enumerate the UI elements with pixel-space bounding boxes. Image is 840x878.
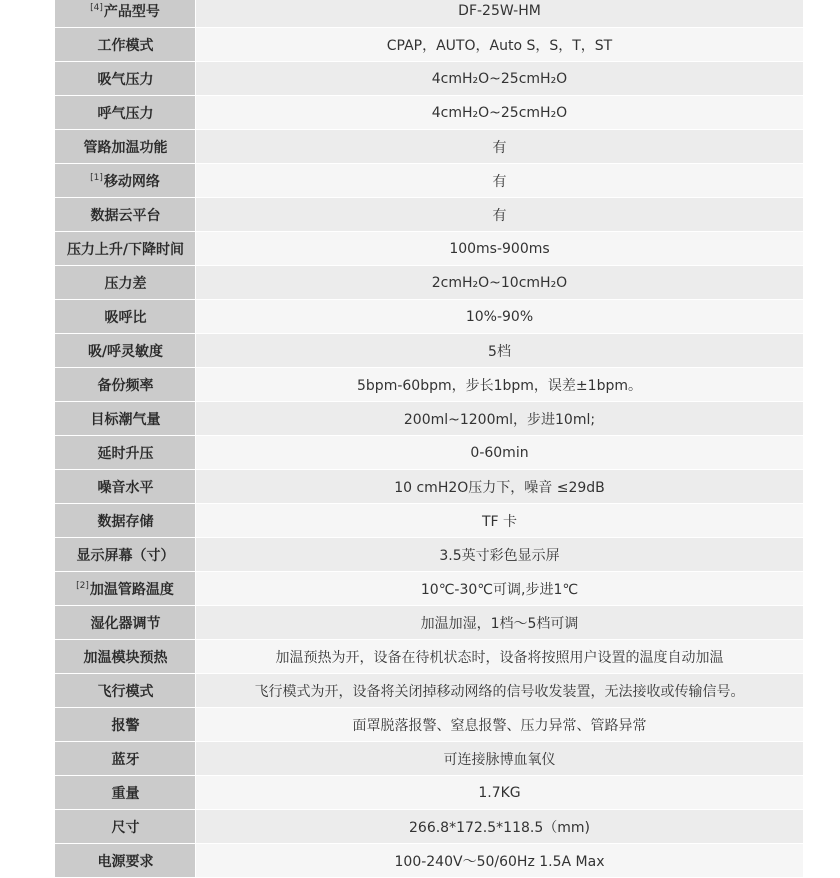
- row-label: [55, 300, 196, 334]
- table-row: [55, 504, 803, 538]
- row-value: 266.8*172.5*118.5（mm): [196, 810, 804, 844]
- label-text: 加温管路温度: [89, 581, 174, 598]
- label-text: 重量: [111, 785, 140, 802]
- label-text: 吸气压力: [97, 71, 154, 88]
- row-value: 5档: [196, 334, 804, 368]
- row-value: 10 cmH2O压力下，噪音 ≤29dB: [196, 470, 804, 504]
- row-value: 100-240V～50/60Hz 1.5A Max: [196, 844, 804, 878]
- label-text: 报警: [111, 717, 140, 734]
- label-text: 工作模式: [97, 37, 154, 54]
- row-value: TF 卡: [196, 504, 804, 538]
- label-text: 产品型号: [103, 3, 160, 20]
- row-value: 4cmH₂O~25cmH₂O: [196, 96, 804, 130]
- label-text: 电源要求: [97, 853, 154, 870]
- table-row: [55, 334, 803, 368]
- row-value: 面罩脱落报警、窒息报警、压力异常、管路异常: [196, 708, 804, 742]
- row-value: 飞行模式为开，设备将关闭掉移动网络的信号收发装置，无法接收或传输信号。: [196, 674, 804, 708]
- footnote-marker: [4]: [90, 2, 103, 13]
- label-text: 压力上升/下降时间: [66, 241, 185, 258]
- row-value: 3.5英寸彩色显示屏: [196, 538, 804, 572]
- row-value: 5bpm-60bpm，步长1bpm，误差±1bpm。: [196, 368, 804, 402]
- row-label: [55, 708, 196, 742]
- row-label: [55, 538, 196, 572]
- table-row: [55, 436, 803, 470]
- label-text: 飞行模式: [97, 683, 154, 700]
- label-text: 备份频率: [97, 377, 154, 394]
- row-label: [55, 402, 196, 436]
- label-text: 呼气压力: [97, 105, 154, 122]
- spec-table: [55, 0, 803, 878]
- row-label: [55, 62, 196, 96]
- row-value: 有: [196, 130, 804, 164]
- table-row: [55, 300, 803, 334]
- table-row: [55, 742, 803, 776]
- label-text: 延时升压: [97, 445, 154, 462]
- footnote-marker: [2]: [76, 580, 89, 591]
- label-text: 显示屏幕（寸）: [76, 547, 175, 564]
- row-label: [55, 198, 196, 232]
- label-text: 尺寸: [111, 819, 140, 836]
- row-label: [55, 640, 196, 674]
- row-label: [55, 96, 196, 130]
- table-row: [55, 198, 803, 232]
- row-value: 4cmH₂O~25cmH₂O: [196, 62, 804, 96]
- row-value: 2cmH₂O~10cmH₂O: [196, 266, 804, 300]
- row-label: [55, 810, 196, 844]
- row-label: [55, 130, 196, 164]
- label-text: 吸呼比: [104, 309, 147, 326]
- row-label: [55, 0, 196, 28]
- row-label: [55, 164, 196, 198]
- row-label: [55, 572, 196, 606]
- row-value: 100ms-900ms: [196, 232, 804, 266]
- table-row: [55, 538, 803, 572]
- row-label: [55, 470, 196, 504]
- label-text: 压力差: [104, 275, 147, 292]
- table-row: [55, 266, 803, 300]
- table-row: [55, 130, 803, 164]
- row-value: 10%-90%: [196, 300, 804, 334]
- row-value: DF-25W-HM: [196, 0, 804, 28]
- row-label: [55, 334, 196, 368]
- label-text: 管路加温功能: [83, 139, 168, 156]
- row-value: 200ml~1200ml，步进10ml;: [196, 402, 804, 436]
- row-label: [55, 606, 196, 640]
- label-text: 移动网络: [103, 173, 160, 190]
- label-text: 噪音水平: [97, 479, 154, 496]
- table-row: [55, 572, 803, 606]
- row-value: 10℃-30℃可调,步进1℃: [196, 572, 804, 606]
- table-row: [55, 62, 803, 96]
- table-row: [55, 640, 803, 674]
- row-label: [55, 844, 196, 878]
- table-row: [55, 810, 803, 844]
- table-row: [55, 368, 803, 402]
- table-row: [55, 232, 803, 266]
- row-value: CPAP，AUTO，Auto S，S，T，ST: [196, 28, 804, 62]
- row-label: [55, 674, 196, 708]
- table-row: [55, 844, 803, 878]
- table-row: [55, 96, 803, 130]
- row-label: [55, 504, 196, 538]
- table-row: [55, 674, 803, 708]
- table-row: [55, 776, 803, 810]
- table-row: [55, 164, 803, 198]
- table-row: [55, 606, 803, 640]
- table-row: [55, 28, 803, 62]
- row-value: 可连接脉博血氧仪: [196, 742, 804, 776]
- row-label: [55, 742, 196, 776]
- row-label: [55, 436, 196, 470]
- label-text: 数据云平台: [90, 207, 161, 224]
- row-value: 0-60min: [196, 436, 804, 470]
- row-value: 有: [196, 164, 804, 198]
- footnote-marker: [1]: [90, 172, 103, 183]
- table-row: [55, 402, 803, 436]
- label-text: 吸/呼灵敏度: [87, 343, 164, 360]
- row-value: 加温加湿，1档～5档可调: [196, 606, 804, 640]
- row-value: 有: [196, 198, 804, 232]
- row-label: [55, 266, 196, 300]
- table-row: [55, 470, 803, 504]
- row-label: [55, 776, 196, 810]
- label-text: 目标潮气量: [90, 411, 161, 428]
- label-text: 蓝牙: [111, 751, 140, 768]
- row-value: 加温预热为开，设备在待机状态时，设备将按照用户设置的温度自动加温: [196, 640, 804, 674]
- table-row: [55, 0, 803, 28]
- label-text: 数据存储: [97, 513, 154, 530]
- row-value: 1.7KG: [196, 776, 804, 810]
- table-row: [55, 708, 803, 742]
- row-label: [55, 232, 196, 266]
- label-text: 湿化器调节: [90, 615, 161, 632]
- row-label: [55, 368, 196, 402]
- row-label: [55, 28, 196, 62]
- label-text: 加温模块预热: [83, 649, 168, 666]
